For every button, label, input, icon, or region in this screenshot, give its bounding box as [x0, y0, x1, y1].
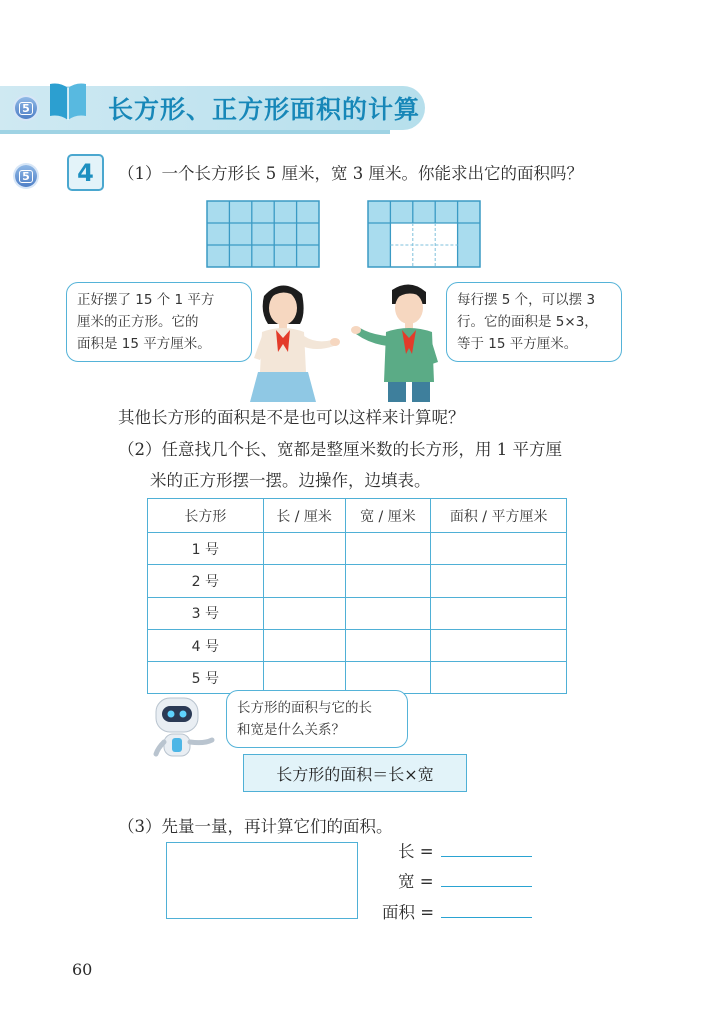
- area-answer-blank[interactable]: [441, 916, 532, 918]
- table-cell[interactable]: [431, 565, 567, 597]
- table-cell[interactable]: [431, 629, 567, 661]
- boy-illustration: [350, 278, 446, 402]
- boy-line-1: 每行摆 5 个，可以摆 3: [457, 292, 596, 308]
- girl-illustration: [246, 278, 346, 402]
- row-label: 1 号: [148, 533, 264, 565]
- robot-line-2: 和宽是什么关系？: [237, 722, 345, 738]
- part2-line-1: （2）任意找几个长、宽都是整厘米数的长方形，用 1 平方厘: [118, 440, 562, 459]
- width-label: 宽 =: [398, 872, 434, 891]
- example-number: 4: [67, 154, 104, 191]
- table-cell[interactable]: [431, 597, 567, 629]
- table-row: [148, 597, 567, 629]
- row-label: 5 号: [148, 662, 264, 694]
- table-row: [148, 533, 567, 565]
- girl-line-3: 面积是 15 平方厘米。: [77, 336, 211, 352]
- banner-underline: [0, 130, 390, 134]
- robot-line-1: 长方形的面积与它的长: [237, 700, 372, 716]
- table-cell[interactable]: [431, 662, 567, 694]
- boy-line-3: 等于 15 平方厘米。: [457, 336, 578, 352]
- table-cell[interactable]: [263, 629, 345, 661]
- area-label: 面积 =: [382, 903, 435, 922]
- follow-up-question: 其他长方形的面积是不是也可以这样来计算呢？: [118, 408, 465, 427]
- area-formula: 长方形的面积＝长×宽: [243, 754, 467, 792]
- row-label: 2 号: [148, 565, 264, 597]
- table-cell[interactable]: [345, 629, 431, 661]
- partial-grid-figure: [367, 200, 481, 268]
- girl-line-2: 厘米的正方形。它的: [77, 314, 199, 330]
- table-cell[interactable]: [345, 565, 431, 597]
- table-row: [148, 565, 567, 597]
- table-header-row: [148, 499, 567, 533]
- page-number: 60: [72, 960, 93, 979]
- row-label: 4 号: [148, 629, 264, 661]
- part2-line-2: 米的正方形摆一摆。边操作，边填表。: [150, 471, 431, 490]
- table-cell[interactable]: [345, 533, 431, 565]
- boy-speech-bubble: [446, 282, 622, 362]
- part1-question: （1）一个长方形长 5 厘米，宽 3 厘米。你能求出它的面积吗？: [118, 164, 583, 183]
- length-answer-blank[interactable]: [441, 855, 532, 857]
- row-label: 3 号: [148, 597, 264, 629]
- robot-speech-bubble: [226, 690, 408, 748]
- width-answer-blank[interactable]: [441, 885, 532, 887]
- measurement-table: [147, 498, 567, 694]
- page-title: 长方形、正方形面积的计算: [108, 95, 421, 124]
- table-cell[interactable]: [263, 533, 345, 565]
- part3-instruction: （3）先量一量，再计算它们的面积。: [118, 817, 393, 836]
- table-header: 长 / 厘米: [263, 499, 345, 533]
- robot-illustration: [150, 694, 220, 760]
- boy-line-2: 行。它的面积是 5×3，: [457, 314, 598, 330]
- girl-line-1: 正好摆了 15 个 1 平方: [77, 292, 215, 308]
- length-label: 长 =: [398, 842, 434, 861]
- unit-badge: 5: [15, 97, 37, 119]
- table-cell[interactable]: [263, 597, 345, 629]
- table-cell[interactable]: [263, 565, 345, 597]
- table-header: 宽 / 厘米: [345, 499, 431, 533]
- table-cell[interactable]: [345, 597, 431, 629]
- girl-speech-bubble: [66, 282, 252, 362]
- unit-badge-small: 5: [15, 165, 37, 187]
- full-grid-figure: [206, 200, 320, 268]
- book-icon: [48, 80, 88, 122]
- table-cell[interactable]: [431, 533, 567, 565]
- table-header: 面积 / 平方厘米: [431, 499, 567, 533]
- table-header: 长方形: [148, 499, 264, 533]
- measure-rectangle: [166, 842, 358, 919]
- table-row: [148, 629, 567, 661]
